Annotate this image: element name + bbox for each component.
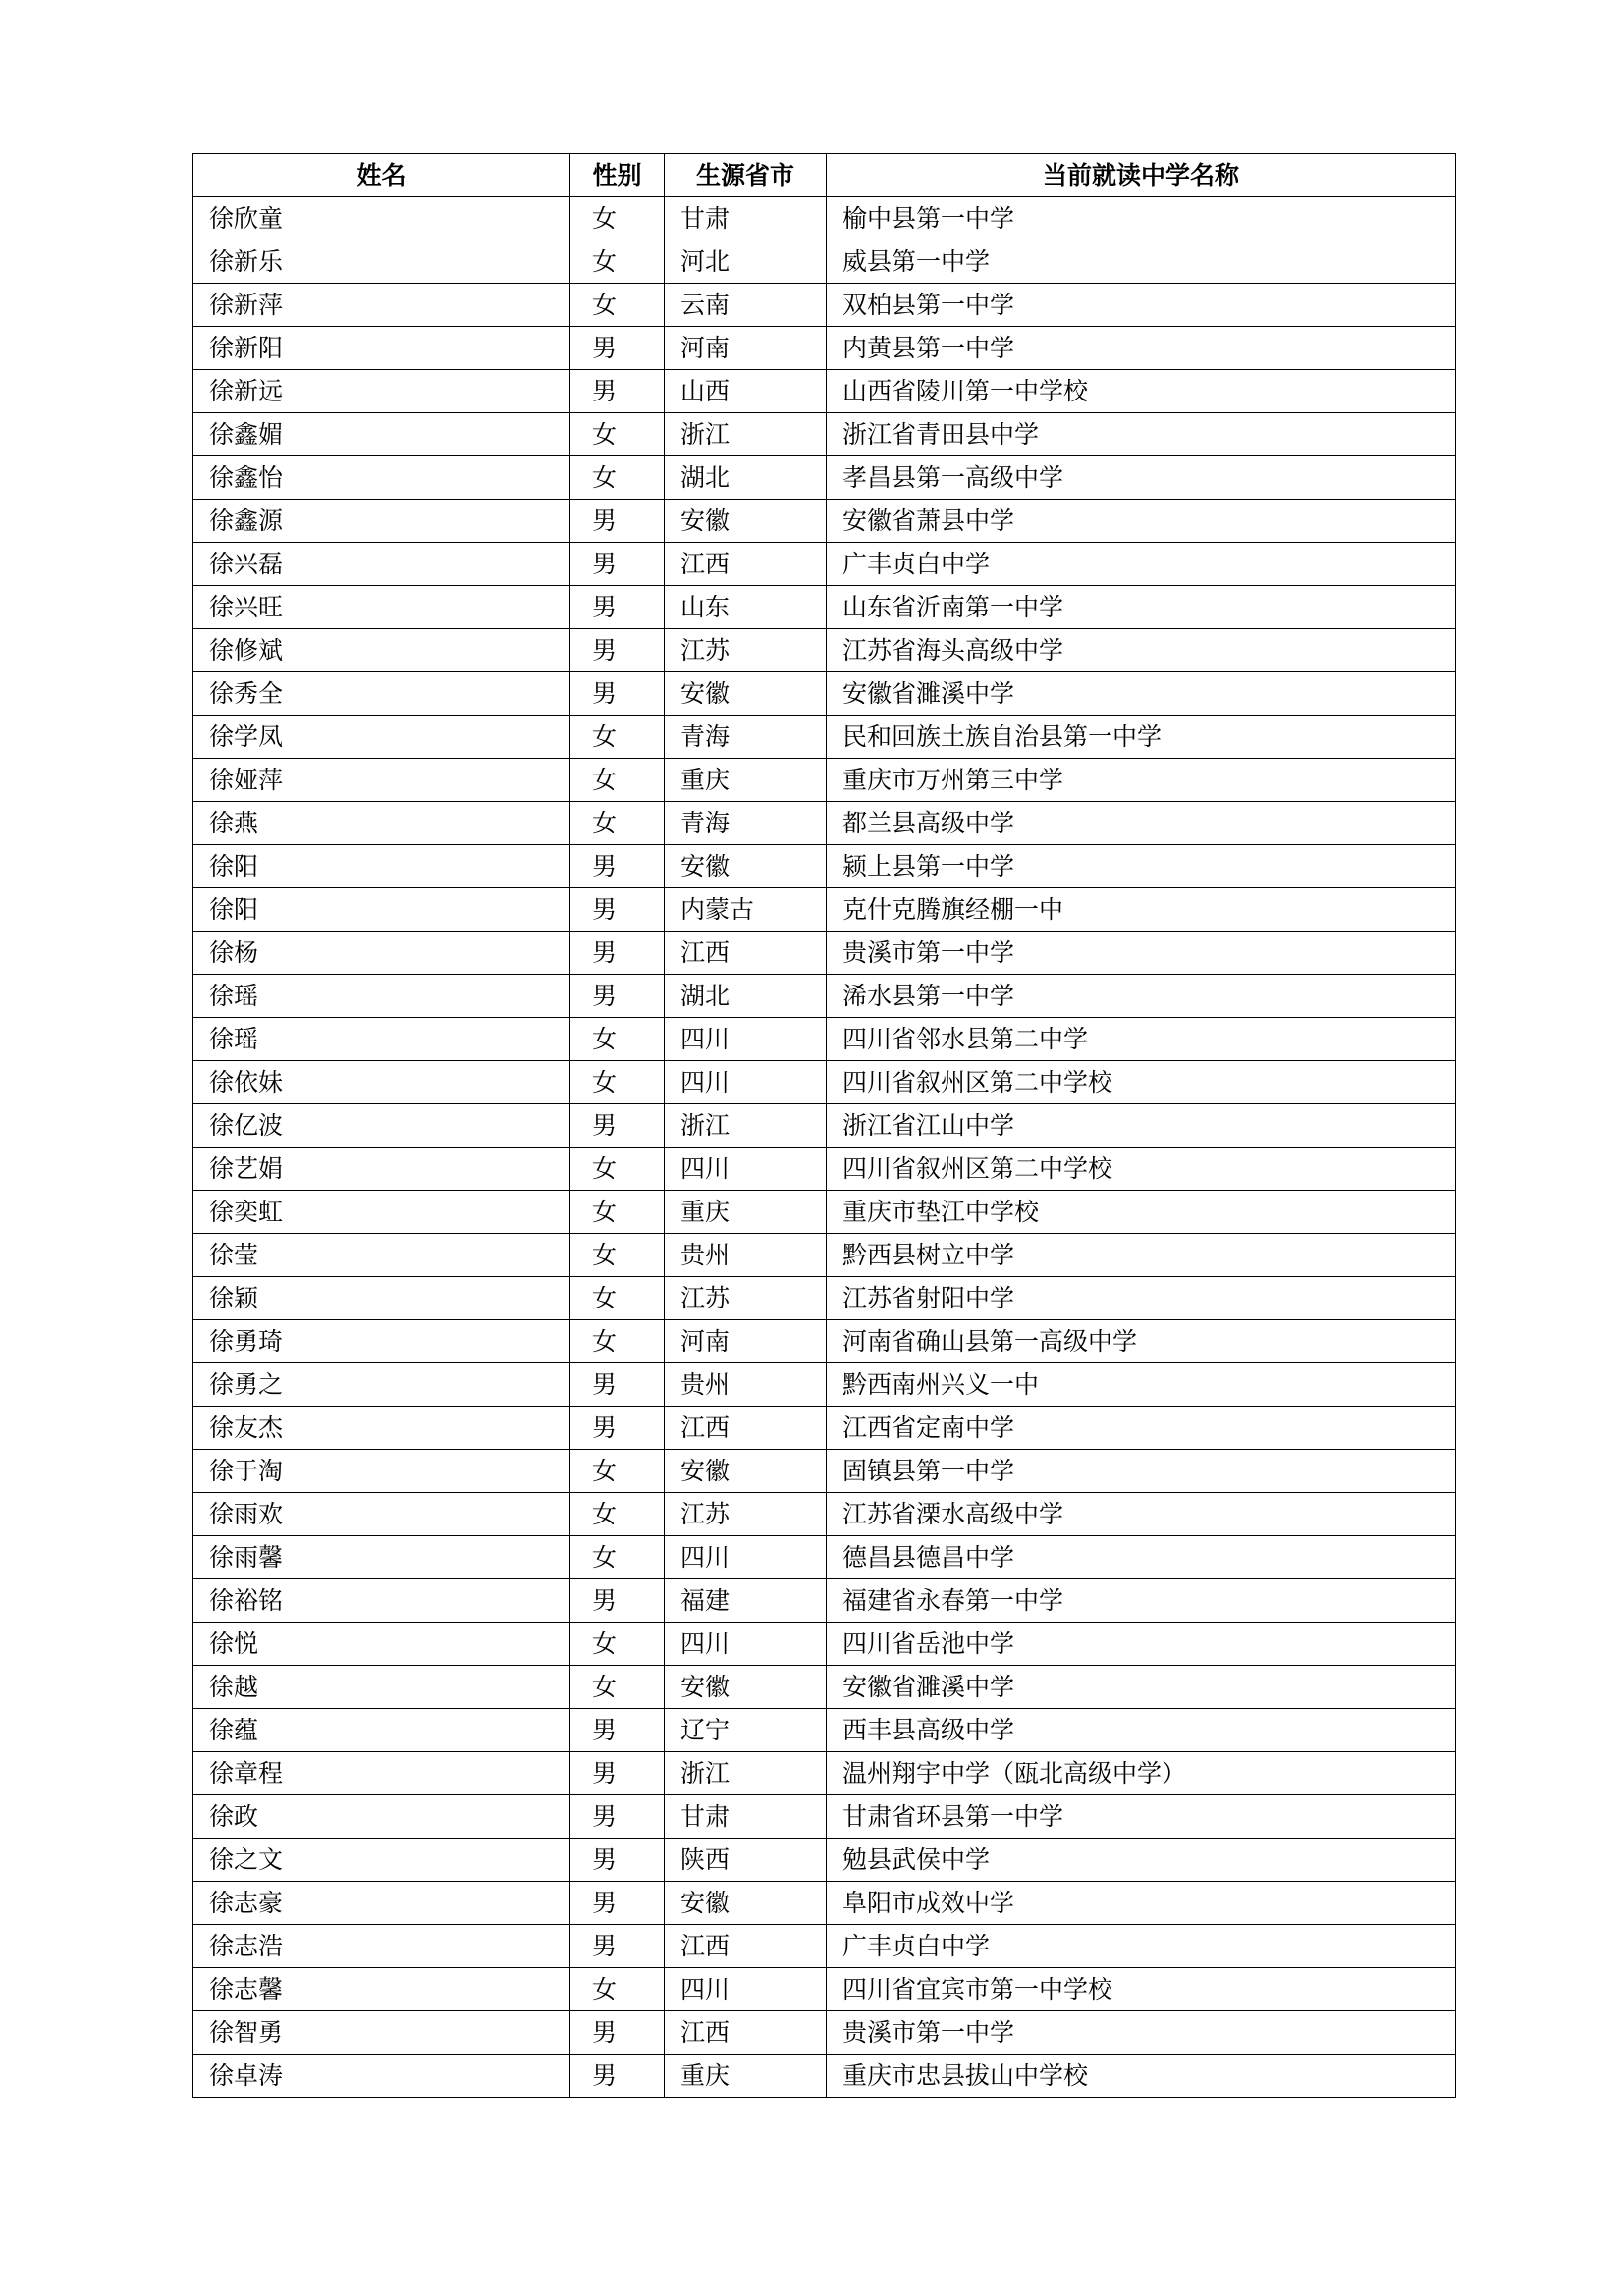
table-row (193, 1709, 1456, 1752)
cell-name: 徐鑫源 (193, 500, 570, 543)
cell-name: 徐瑶 (193, 975, 570, 1018)
cell-gender: 女 (570, 1277, 665, 1320)
table-row (193, 500, 1456, 543)
cell-gender: 男 (570, 1752, 665, 1795)
table-row (193, 1320, 1456, 1363)
cell-school: 贵溪市第一中学 (827, 2011, 1456, 2055)
table-row (193, 1018, 1456, 1061)
cell-name: 徐友杰 (193, 1407, 570, 1450)
table-row (193, 1925, 1456, 1968)
cell-name: 徐鑫媚 (193, 413, 570, 456)
cell-school: 双柏县第一中学 (827, 284, 1456, 327)
student-table-wrapper (192, 153, 1455, 2098)
cell-name: 徐悦 (193, 1623, 570, 1666)
cell-school: 温州翔宇中学（瓯北高级中学） (827, 1752, 1456, 1795)
cell-gender: 男 (570, 672, 665, 716)
table-row (193, 2011, 1456, 2055)
cell-gender: 女 (570, 1666, 665, 1709)
cell-province: 安徽 (665, 845, 827, 888)
table-row (193, 672, 1456, 716)
cell-gender: 女 (570, 413, 665, 456)
cell-gender: 男 (570, 629, 665, 672)
cell-province: 湖北 (665, 975, 827, 1018)
cell-gender: 女 (570, 456, 665, 500)
cell-province: 内蒙古 (665, 888, 827, 932)
cell-gender: 男 (570, 932, 665, 975)
table-row (193, 1666, 1456, 1709)
cell-gender: 男 (570, 1882, 665, 1925)
table-row (193, 543, 1456, 586)
cell-province: 安徽 (665, 1450, 827, 1493)
cell-province: 山西 (665, 370, 827, 413)
cell-gender: 男 (570, 1839, 665, 1882)
cell-province: 江西 (665, 543, 827, 586)
cell-school: 四川省宜宾市第一中学校 (827, 1968, 1456, 2011)
cell-gender: 男 (570, 1579, 665, 1623)
cell-province: 河南 (665, 1320, 827, 1363)
cell-gender: 女 (570, 1191, 665, 1234)
table-row (193, 1407, 1456, 1450)
table-row (193, 1795, 1456, 1839)
cell-school: 黔西南州兴义一中 (827, 1363, 1456, 1407)
cell-name: 徐莹 (193, 1234, 570, 1277)
cell-gender: 女 (570, 284, 665, 327)
cell-gender: 女 (570, 1320, 665, 1363)
cell-name: 徐章程 (193, 1752, 570, 1795)
table-row (193, 1623, 1456, 1666)
cell-school: 克什克腾旗经棚一中 (827, 888, 1456, 932)
cell-gender: 女 (570, 1493, 665, 1536)
cell-name: 徐政 (193, 1795, 570, 1839)
cell-gender: 男 (570, 1709, 665, 1752)
cell-gender: 女 (570, 1968, 665, 2011)
cell-province: 安徽 (665, 672, 827, 716)
cell-name: 徐新远 (193, 370, 570, 413)
cell-province: 江苏 (665, 629, 827, 672)
cell-gender: 女 (570, 1450, 665, 1493)
table-row (193, 1579, 1456, 1623)
cell-name: 徐瑶 (193, 1018, 570, 1061)
cell-name: 徐艺娟 (193, 1148, 570, 1191)
cell-province: 江苏 (665, 1493, 827, 1536)
cell-gender: 男 (570, 1407, 665, 1450)
cell-name: 徐雨欢 (193, 1493, 570, 1536)
cell-school: 江苏省海头高级中学 (827, 629, 1456, 672)
cell-school: 勉县武侯中学 (827, 1839, 1456, 1882)
table-header (193, 154, 1456, 197)
cell-school: 四川省岳池中学 (827, 1623, 1456, 1666)
cell-school: 山西省陵川第一中学校 (827, 370, 1456, 413)
cell-province: 安徽 (665, 500, 827, 543)
cell-name: 徐学凤 (193, 716, 570, 759)
cell-province: 四川 (665, 1968, 827, 2011)
cell-province: 四川 (665, 1536, 827, 1579)
cell-gender: 女 (570, 1061, 665, 1104)
cell-school: 四川省邻水县第二中学 (827, 1018, 1456, 1061)
table-row (193, 932, 1456, 975)
cell-province: 江西 (665, 932, 827, 975)
table-row (193, 2055, 1456, 2098)
table-row (193, 1191, 1456, 1234)
table-row (193, 1061, 1456, 1104)
table-row (193, 1363, 1456, 1407)
cell-name: 徐智勇 (193, 2011, 570, 2055)
cell-name: 徐裕铭 (193, 1579, 570, 1623)
cell-school: 榆中县第一中学 (827, 197, 1456, 240)
cell-school: 重庆市万州第三中学 (827, 759, 1456, 802)
cell-province: 安徽 (665, 1666, 827, 1709)
cell-school: 重庆市垫江中学校 (827, 1191, 1456, 1234)
cell-province: 四川 (665, 1623, 827, 1666)
cell-name: 徐娅萍 (193, 759, 570, 802)
cell-province: 贵州 (665, 1234, 827, 1277)
cell-name: 徐修斌 (193, 629, 570, 672)
cell-province: 江苏 (665, 1277, 827, 1320)
table-row (193, 1277, 1456, 1320)
cell-school: 安徽省濉溪中学 (827, 1666, 1456, 1709)
cell-name: 徐亿波 (193, 1104, 570, 1148)
cell-province: 山东 (665, 586, 827, 629)
cell-name: 徐新乐 (193, 240, 570, 284)
cell-name: 徐卓涛 (193, 2055, 570, 2098)
cell-name: 徐兴磊 (193, 543, 570, 586)
cell-school: 浙江省江山中学 (827, 1104, 1456, 1148)
table-row (193, 1752, 1456, 1795)
cell-gender: 男 (570, 2011, 665, 2055)
cell-province: 青海 (665, 802, 827, 845)
cell-name: 徐新阳 (193, 327, 570, 370)
cell-province: 青海 (665, 716, 827, 759)
cell-gender: 女 (570, 1623, 665, 1666)
cell-province: 贵州 (665, 1363, 827, 1407)
cell-school: 广丰贞白中学 (827, 1925, 1456, 1968)
table-row (193, 370, 1456, 413)
cell-school: 甘肃省环县第一中学 (827, 1795, 1456, 1839)
cell-gender: 女 (570, 1536, 665, 1579)
table-row (193, 1493, 1456, 1536)
table-row (193, 1148, 1456, 1191)
cell-gender: 男 (570, 2055, 665, 2098)
cell-school: 西丰县高级中学 (827, 1709, 1456, 1752)
cell-gender: 女 (570, 759, 665, 802)
cell-school: 重庆市忠县拔山中学校 (827, 2055, 1456, 2098)
cell-school: 固镇县第一中学 (827, 1450, 1456, 1493)
table-row (193, 240, 1456, 284)
cell-province: 浙江 (665, 1104, 827, 1148)
cell-school: 山东省沂南第一中学 (827, 586, 1456, 629)
cell-gender: 女 (570, 1234, 665, 1277)
table-row (193, 586, 1456, 629)
cell-province: 安徽 (665, 1882, 827, 1925)
table-row (193, 1536, 1456, 1579)
cell-gender: 男 (570, 1925, 665, 1968)
cell-province: 江西 (665, 2011, 827, 2055)
cell-name: 徐志馨 (193, 1968, 570, 2011)
table-row (193, 1234, 1456, 1277)
cell-name: 徐新萍 (193, 284, 570, 327)
cell-name: 徐越 (193, 1666, 570, 1709)
cell-gender: 女 (570, 1018, 665, 1061)
cell-school: 阜阳市成效中学 (827, 1882, 1456, 1925)
cell-gender: 女 (570, 802, 665, 845)
table-body (193, 197, 1456, 2098)
cell-name: 徐秀全 (193, 672, 570, 716)
table-row (193, 759, 1456, 802)
cell-name: 徐勇之 (193, 1363, 570, 1407)
cell-gender: 男 (570, 845, 665, 888)
cell-province: 重庆 (665, 2055, 827, 2098)
cell-province: 江西 (665, 1407, 827, 1450)
cell-school: 威县第一中学 (827, 240, 1456, 284)
cell-school: 福建省永春第一中学 (827, 1579, 1456, 1623)
cell-school: 德昌县德昌中学 (827, 1536, 1456, 1579)
cell-province: 甘肃 (665, 1795, 827, 1839)
cell-province: 浙江 (665, 1752, 827, 1795)
cell-name: 徐志浩 (193, 1925, 570, 1968)
cell-name: 徐勇琦 (193, 1320, 570, 1363)
cell-province: 福建 (665, 1579, 827, 1623)
cell-province: 四川 (665, 1148, 827, 1191)
cell-province: 陕西 (665, 1839, 827, 1882)
cell-gender: 女 (570, 1148, 665, 1191)
cell-province: 辽宁 (665, 1709, 827, 1752)
cell-name: 徐杨 (193, 932, 570, 975)
table-row (193, 197, 1456, 240)
header-gender: 性别 (570, 154, 665, 197)
table-row (193, 327, 1456, 370)
cell-province: 河南 (665, 327, 827, 370)
cell-name: 徐欣童 (193, 197, 570, 240)
cell-school: 河南省确山县第一高级中学 (827, 1320, 1456, 1363)
cell-school: 江苏省溧水高级中学 (827, 1493, 1456, 1536)
cell-school: 浠水县第一中学 (827, 975, 1456, 1018)
cell-school: 四川省叙州区第二中学校 (827, 1148, 1456, 1191)
cell-school: 贵溪市第一中学 (827, 932, 1456, 975)
cell-province: 甘肃 (665, 197, 827, 240)
cell-school: 都兰县高级中学 (827, 802, 1456, 845)
table-row (193, 888, 1456, 932)
table-row (193, 284, 1456, 327)
header-province: 生源省市 (665, 154, 827, 197)
cell-gender: 男 (570, 586, 665, 629)
cell-gender: 女 (570, 240, 665, 284)
cell-name: 徐燕 (193, 802, 570, 845)
cell-gender: 男 (570, 975, 665, 1018)
table-row (193, 716, 1456, 759)
cell-school: 江西省定南中学 (827, 1407, 1456, 1450)
cell-name: 徐鑫怡 (193, 456, 570, 500)
cell-name: 徐颖 (193, 1277, 570, 1320)
cell-school: 安徽省濉溪中学 (827, 672, 1456, 716)
cell-gender: 男 (570, 1104, 665, 1148)
cell-province: 四川 (665, 1018, 827, 1061)
table-row (193, 802, 1456, 845)
cell-province: 云南 (665, 284, 827, 327)
cell-school: 孝昌县第一高级中学 (827, 456, 1456, 500)
cell-school: 广丰贞白中学 (827, 543, 1456, 586)
cell-gender: 男 (570, 500, 665, 543)
cell-gender: 女 (570, 716, 665, 759)
cell-name: 徐之文 (193, 1839, 570, 1882)
table-row (193, 413, 1456, 456)
table-row (193, 1450, 1456, 1493)
cell-name: 徐兴旺 (193, 586, 570, 629)
cell-school: 浙江省青田县中学 (827, 413, 1456, 456)
header-name: 姓名 (193, 154, 570, 197)
cell-school: 江苏省射阳中学 (827, 1277, 1456, 1320)
cell-school: 颍上县第一中学 (827, 845, 1456, 888)
student-table (192, 153, 1456, 2098)
cell-name: 徐志豪 (193, 1882, 570, 1925)
cell-gender: 男 (570, 1795, 665, 1839)
table-row (193, 1968, 1456, 2011)
cell-gender: 女 (570, 197, 665, 240)
table-row (193, 456, 1456, 500)
cell-name: 徐依妹 (193, 1061, 570, 1104)
cell-gender: 男 (570, 543, 665, 586)
cell-name: 徐蕴 (193, 1709, 570, 1752)
cell-province: 湖北 (665, 456, 827, 500)
cell-gender: 男 (570, 1363, 665, 1407)
table-row (193, 629, 1456, 672)
cell-school: 民和回族土族自治县第一中学 (827, 716, 1456, 759)
table-row (193, 845, 1456, 888)
cell-name: 徐阳 (193, 845, 570, 888)
table-row (193, 1839, 1456, 1882)
cell-gender: 男 (570, 370, 665, 413)
cell-province: 江西 (665, 1925, 827, 1968)
cell-province: 重庆 (665, 759, 827, 802)
cell-gender: 男 (570, 888, 665, 932)
cell-province: 四川 (665, 1061, 827, 1104)
cell-school: 内黄县第一中学 (827, 327, 1456, 370)
cell-name: 徐奕虹 (193, 1191, 570, 1234)
cell-name: 徐阳 (193, 888, 570, 932)
cell-school: 安徽省萧县中学 (827, 500, 1456, 543)
cell-school: 四川省叙州区第二中学校 (827, 1061, 1456, 1104)
header-school: 当前就读中学名称 (827, 154, 1456, 197)
cell-province: 重庆 (665, 1191, 827, 1234)
header-row (193, 154, 1456, 197)
table-row (193, 1104, 1456, 1148)
cell-province: 河北 (665, 240, 827, 284)
cell-name: 徐于淘 (193, 1450, 570, 1493)
cell-name: 徐雨馨 (193, 1536, 570, 1579)
table-row (193, 1882, 1456, 1925)
cell-school: 黔西县树立中学 (827, 1234, 1456, 1277)
table-row (193, 975, 1456, 1018)
cell-province: 浙江 (665, 413, 827, 456)
cell-gender: 男 (570, 327, 665, 370)
